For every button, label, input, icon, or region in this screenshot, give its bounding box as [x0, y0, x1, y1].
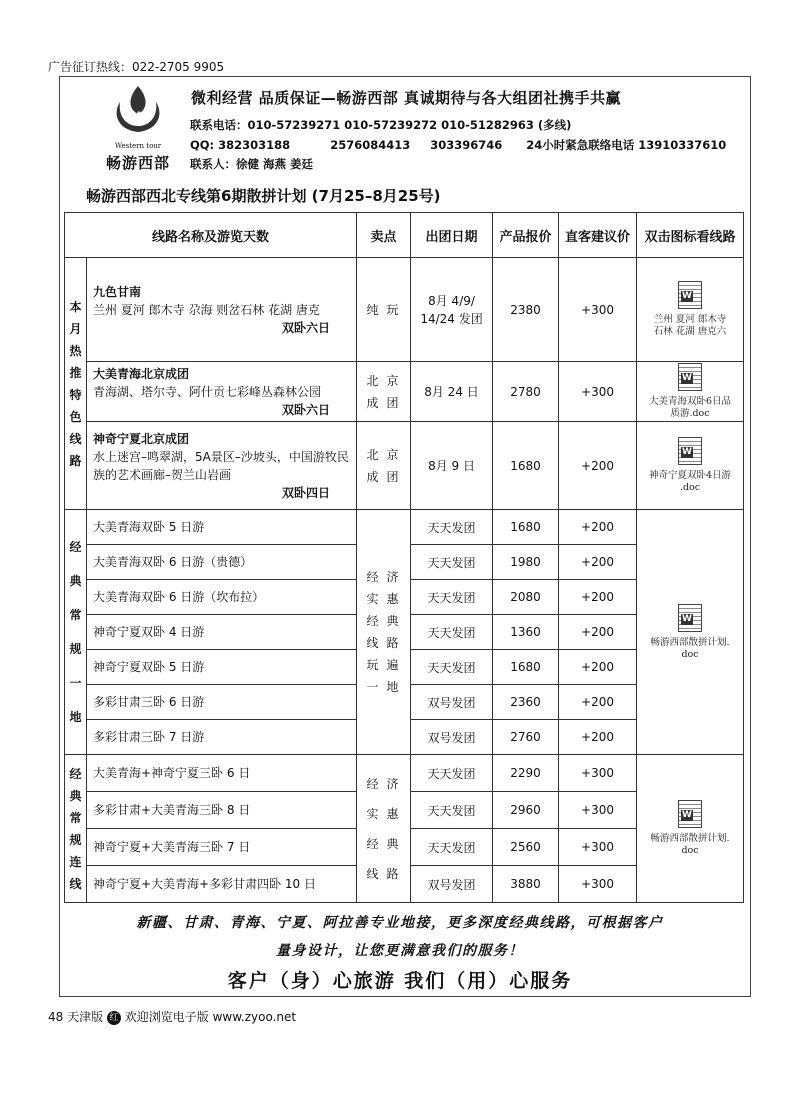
route-cell — [87, 362, 357, 422]
suggest-price: +200 — [559, 720, 637, 755]
route-name: 神奇宁夏+大美青海+多彩甘肃四卧 10 日 — [87, 866, 357, 903]
page-number: 48 天津版 — [48, 1010, 104, 1024]
table-row — [65, 510, 744, 545]
depart-date: 天天发团 — [411, 510, 493, 545]
footer-line-2: 量身设计，让您更满意我们的服务！ — [276, 943, 524, 959]
doc-label: 畅游西部散拼计划. doc — [650, 833, 730, 856]
suggest-price: +300 — [559, 362, 637, 422]
suggest-price: +200 — [559, 545, 637, 580]
route-days: 双卧四日 — [282, 485, 331, 500]
price: 1680 — [493, 422, 559, 510]
footer-slogan: 客户（身）心旅游 我们（用）心服务 — [227, 970, 573, 992]
table-row — [65, 755, 744, 792]
selling-point: 经济 实惠 经典 线路 — [357, 755, 411, 903]
doc-link[interactable] — [637, 422, 744, 510]
category-combo: 经 典 常 规 连 线 — [65, 755, 87, 903]
depart-date: 天天发团 — [411, 545, 493, 580]
price: 2080 — [493, 580, 559, 615]
contact-phone: 联系电话：010-57239271 010-57239272 010-51282963 (多线) — [190, 118, 572, 132]
suggest-price: +300 — [559, 755, 637, 792]
col-header-date: 出团日期 — [411, 213, 493, 258]
route-name: 多彩甘肃三卧 7 日游 — [87, 720, 357, 755]
depart-date: 8月 9 日 — [411, 422, 493, 510]
depart-date: 双号发团 — [411, 685, 493, 720]
plan-title: 畅游西部西北专线第6期散拼计划 (7月25–8月25号) — [86, 187, 441, 205]
brand-en: Western tour — [114, 142, 162, 150]
suggest-price: +300 — [559, 829, 637, 866]
route-desc: 兰州 夏河 郎木寺 尕海 则岔石林 花湖 唐克 — [93, 302, 320, 317]
logo-emblem-icon — [108, 82, 168, 136]
doc-link[interactable] — [637, 755, 744, 903]
col-header-point: 卖点 — [357, 213, 411, 258]
ad-hotline: 广告征订热线：022-2705 9905 — [48, 60, 225, 74]
price: 1680 — [493, 510, 559, 545]
route-name: 九色甘南 — [93, 284, 142, 299]
suggest-price: +200 — [559, 580, 637, 615]
suggest-price: +300 — [559, 792, 637, 829]
depart-date: 8月 4/9/ 14/24 发团 — [411, 258, 493, 362]
selling-point: 北京 成团 — [357, 362, 411, 422]
route-name: 多彩甘肃+大美青海三卧 8 日 — [87, 792, 357, 829]
suggest-price: +200 — [559, 615, 637, 650]
brand-cn: 畅游西部 — [105, 154, 170, 172]
route-name: 大美青海双卧 5 日游 — [87, 510, 357, 545]
route-desc: 水上迷宫–鸣翠湖，5A景区–沙坡头，中国游牧民族的艺术画廊–贺兰山岩画 — [93, 449, 349, 482]
depart-date: 双号发团 — [411, 866, 493, 903]
route-name: 神奇宁夏双卧 4 日游 — [87, 615, 357, 650]
route-name: 神奇宁夏双卧 5 日游 — [87, 650, 357, 685]
category-classic: 经 典 常 规 一 地 — [65, 510, 87, 755]
price: 1680 — [493, 650, 559, 685]
table-row — [65, 258, 744, 362]
suggest-price: +200 — [559, 422, 637, 510]
selling-point: 经济 实惠 经典 线路 玩遍 一地 — [357, 510, 411, 755]
depart-date: 天天发团 — [411, 755, 493, 792]
category-hot: 本 月 热 推 特 色 线 路 — [65, 258, 87, 510]
slogan: 微利经营 品质保证—畅游西部 真诚期待与各大组团社携手共赢 — [191, 89, 621, 107]
route-cell — [87, 258, 357, 362]
table-row — [65, 362, 744, 422]
doc-link[interactable] — [637, 510, 744, 755]
word-doc-icon[interactable] — [678, 437, 702, 465]
col-header-price: 产品报价 — [493, 213, 559, 258]
word-doc-icon[interactable] — [678, 604, 702, 632]
route-name: 多彩甘肃三卧 6 日游 — [87, 685, 357, 720]
price: 2360 — [493, 685, 559, 720]
routes-table — [64, 212, 744, 903]
route-name: 神奇宁夏北京成团 — [93, 431, 190, 446]
suggest-price: +200 — [559, 685, 637, 720]
col-header-suggest: 直客建议价 — [559, 213, 637, 258]
suggest-price: +200 — [559, 650, 637, 685]
doc-link[interactable] — [637, 258, 744, 362]
selling-point: 纯玩 — [357, 258, 411, 362]
doc-link[interactable] — [637, 362, 744, 422]
depart-date: 天天发团 — [411, 650, 493, 685]
depart-date: 天天发团 — [411, 615, 493, 650]
route-desc: 青海湖、塔尔寺、阿什贡七彩峰丛森林公园 — [93, 384, 322, 399]
price: 2560 — [493, 829, 559, 866]
price: 2760 — [493, 720, 559, 755]
word-doc-icon[interactable] — [678, 363, 702, 391]
price: 2960 — [493, 792, 559, 829]
suggest-price: +300 — [559, 866, 637, 903]
doc-label: 兰州 夏河 郎木寺 石林 花湖 唐克六 — [653, 314, 727, 337]
logo — [100, 82, 176, 176]
table-header-row — [65, 213, 744, 258]
footer-line-1: 新疆、甘肃、青海、宁夏、阿拉善专业地接，更多深度经典线路，可根据客户 — [136, 915, 664, 931]
route-name: 神奇宁夏+大美青海三卧 7 日 — [87, 829, 357, 866]
depart-date: 双号发团 — [411, 720, 493, 755]
depart-date: 天天发团 — [411, 580, 493, 615]
page-footer — [48, 1008, 296, 1025]
col-header-route: 线路名称及游览天数 — [65, 213, 357, 258]
doc-label: 大美青海双卧6日品 质游.doc — [648, 396, 732, 419]
price: 2780 — [493, 362, 559, 422]
suggest-price: +300 — [559, 258, 637, 362]
col-header-doc: 双击图标看线路 — [637, 213, 744, 258]
price: 1980 — [493, 545, 559, 580]
price: 3880 — [493, 866, 559, 903]
contact-qq: QQ: 382303188 2576084413 303396746 24小时紧急联络电话 13910337610 — [190, 138, 727, 152]
route-cell — [87, 422, 357, 510]
route-name: 大美青海双卧 6 日游（坎布拉） — [87, 580, 357, 615]
doc-label: 神奇宁夏双卧4日游 .doc — [648, 470, 732, 493]
svg-text:W: W — [130, 110, 146, 126]
price: 2290 — [493, 755, 559, 792]
table-row — [65, 422, 744, 510]
price: 2380 — [493, 258, 559, 362]
price: 1360 — [493, 615, 559, 650]
route-name: 大美青海北京成团 — [93, 366, 190, 381]
contact-persons: 联系人：徐健 海燕 姜廷 — [190, 157, 314, 171]
route-days: 双卧六日 — [282, 402, 331, 417]
route-name: 大美青海+神奇宁夏三卧 6 日 — [87, 755, 357, 792]
depart-date: 8月 24 日 — [411, 362, 493, 422]
suggest-price: +200 — [559, 510, 637, 545]
depart-date: 天天发团 — [411, 829, 493, 866]
selling-point: 北京 成团 — [357, 422, 411, 510]
doc-label: 畅游西部散拼计划. doc — [650, 636, 730, 660]
site-link[interactable]: 欢迎浏览电子版 www.zyoo.net — [124, 1010, 297, 1024]
depart-date: 天天发团 — [411, 792, 493, 829]
route-days: 双卧六日 — [282, 320, 331, 335]
word-doc-icon[interactable] — [678, 281, 702, 309]
red-badge-icon: 红 — [107, 1011, 121, 1025]
route-name: 大美青海双卧 6 日游（贵德） — [87, 545, 357, 580]
word-doc-icon[interactable] — [678, 800, 702, 828]
